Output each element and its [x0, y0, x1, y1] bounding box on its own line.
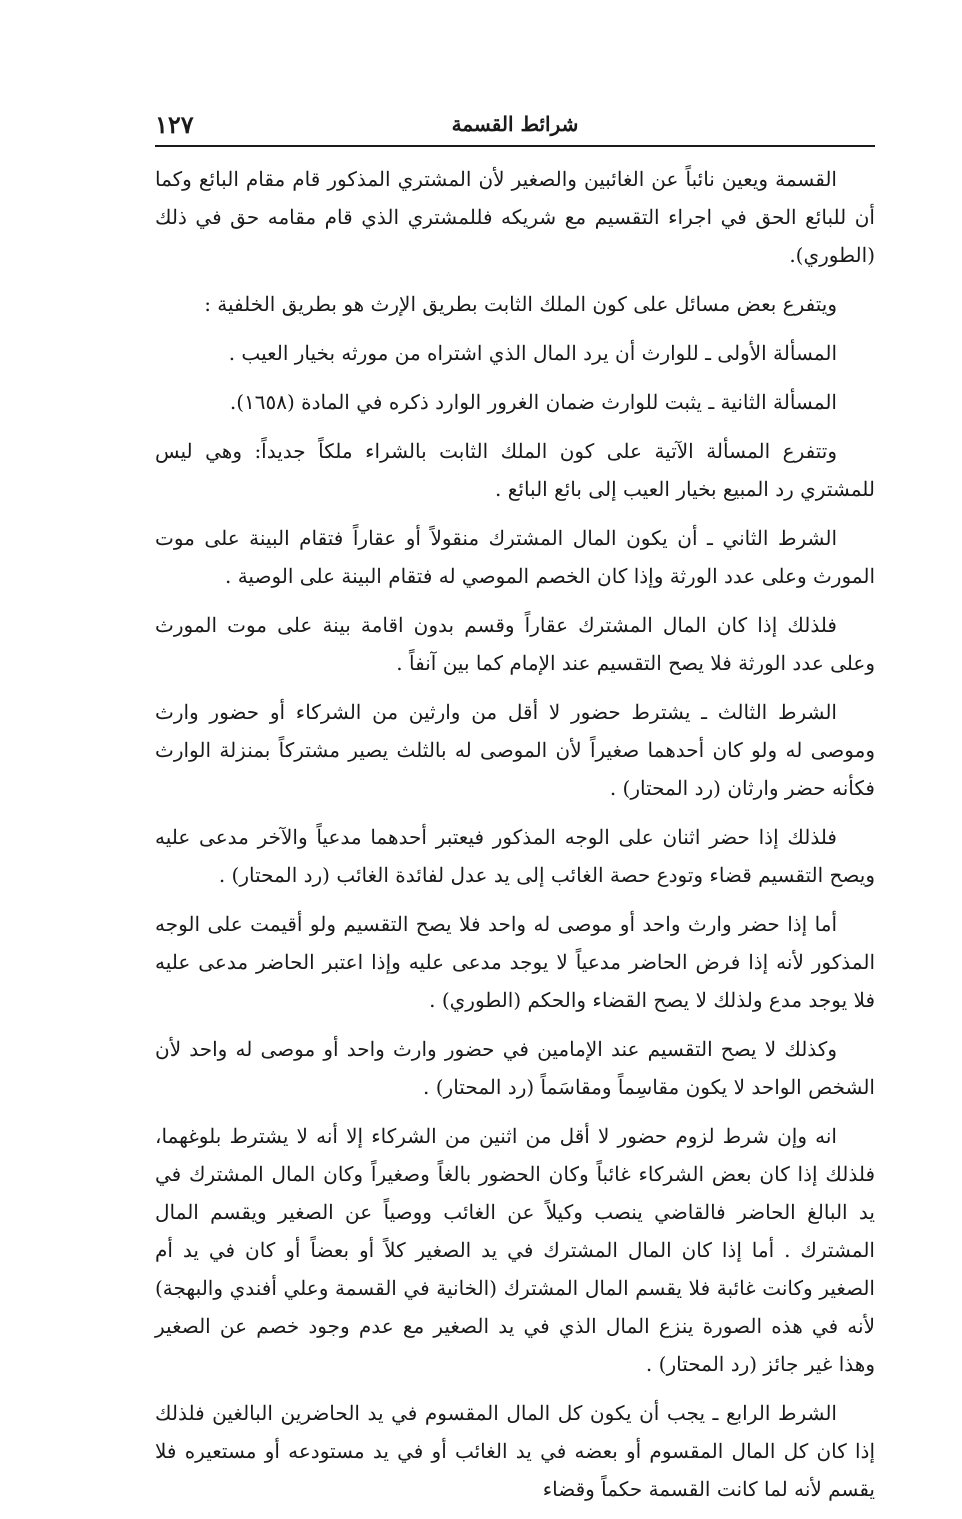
- page-header: [155, 108, 875, 142]
- paragraph: المسألة الأولى ـ للوارث أن يرد المال الذي اشتراه من مورثه بخيار العيب .: [228, 341, 837, 365]
- body-text: [155, 160, 875, 1519]
- paragraph: ويتفرع بعض مسائل على كون الملك الثابت بطريق الإرث هو بطريق الخلفية :: [204, 292, 837, 316]
- paragraph: المسألة الثانية ـ يثبت للوارث ضمان الغرور الوارد ذكره في المادة (١٦٥٨).: [229, 390, 837, 414]
- page-number: ١٢٧: [155, 110, 194, 139]
- running-title: شرائط القسمة: [451, 112, 579, 136]
- paragraph: القسمة ويعين نائباً عن الغائبين والصغير لأن المشتري المذكور قام مقام البائع وكما أن للبائع الحق في اجراء التقسيم مع شريكه فللمشتري الذي قام مقامه حق في ذلك (الطوري).: [155, 167, 875, 267]
- paragraph: فلذلك إذا حضر اثنان على الوجه المذكور فيعتبر أحدهما مدعياً والآخر مدعى عليه ويصح التقسيم قضاء وتودع حصة الغائب إلى يد عدل لفائدة الغائب (رد المحتار) .: [155, 825, 875, 887]
- header-rule: [155, 145, 875, 147]
- paragraph: أما إذا حضر وارث واحد أو موصى له واحد فلا يصح التقسيم ولو أقيمت على الوجه المذكور لأنه إذا فرض الحاضر مدعياً لا يوجد مدعى عليه وإذا اعتبر الحاضر مدعى عليه فلا يوجد مدع ولذلك لا يصح القضاء والحكم (الطوري) .: [155, 912, 875, 1012]
- paragraph: انه وإن شرط لزوم حضور لا أقل من اثنين من الشركاء إلا أنه لا يشترط بلوغهما، فلذلك إذا كان بعض الشركاء غائباً وكان الحضور بالغاً وصغيراً وكان المال المشترك في يد البالغ الحاضر فالقاضي ينصب وكيلاً عن الغائب ووصياً عن الصغير ويقسم المال المشترك . أما إذا كان المال المشترك في يد الصغير كلاً أو بعضاً أو كان في يد أم الصغير وكانت غائبة فلا يقسم المال المشترك (الخانية في القسمة وعلي أفندي والبهجة) لأنه في هذه الصورة ينزع المال الذي في يد الصغير مع عدم وجود خصم عن الصغير وهذا غير جائز (رد المحتار) .: [155, 1124, 875, 1376]
- paragraph: وكذلك لا يصح التقسيم عند الإمامين في حضور وارث واحد أو موصى له واحد لأن الشخص الواحد لا يكون مقاسِماً ومقاسَماً (رد المحتار) .: [155, 1037, 875, 1099]
- paragraph: الشرط الرابع ـ يجب أن يكون كل المال المقسوم في يد الحاضرين البالغين فلذلك إذا كان كل المال المقسوم أو بعضه في يد الغائب أو في يد مستودعه أو مستعيره فلا يقسم لأنه لما كانت القسمة حكماً وقضاء: [155, 1401, 875, 1501]
- paragraph: الشرط الثاني ـ أن يكون المال المشترك منقولاً أو عقاراً فتقام البينة على موت المورث وعلى عدد الورثة وإذا كان الخصم الموصي له فتقام البينة على الوصية .: [155, 526, 875, 588]
- paragraph: الشرط الثالث ـ يشترط حضور لا أقل من وارثين من الشركاء أو حضور وارث وموصى له ولو كان أحدهما صغيراً لأن الموصى له بالثلث يصير مشتركاً بمنزلة الوارث فكأنه حضر وارثان (رد المحتار) .: [155, 700, 875, 800]
- paragraph: فلذلك إذا كان المال المشترك عقاراً وقسم بدون اقامة بينة على موت المورث وعلى عدد الورثة فلا يصح التقسيم عند الإمام كما بين آنفاً .: [155, 613, 875, 675]
- paragraph: وتتفرع المسألة الآتية على كون الملك الثابت بالشراء ملكاً جديداً: وهي ليس للمشتري رد المبيع بخيار العيب إلى بائع البائع .: [155, 439, 875, 501]
